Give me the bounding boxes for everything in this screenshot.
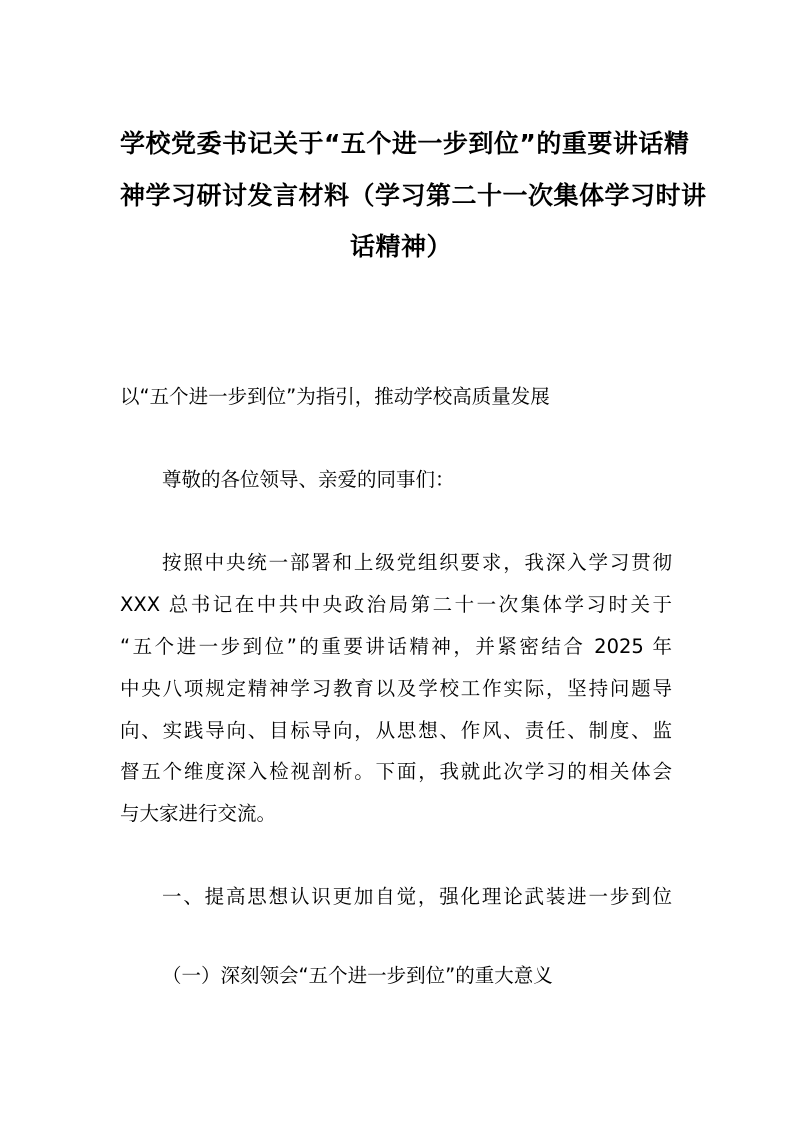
paragraph-line: XXX 总书记在中共中央政治局第二十一次集体学习时关于	[120, 593, 672, 616]
document-subtitle: 以“五个进一步到位”为指引，推动学校高质量发展	[120, 385, 550, 408]
paragraph-line: 按照中央统一部署和上级党组织要求，我深入学习贯彻	[162, 551, 672, 574]
document-title-line-2: 神学习研讨发言材料（学习第二十一次集体学习时讲	[120, 181, 707, 210]
document-title-line-1: 学校党委书记关于“五个进一步到位”的重要讲话精	[120, 129, 690, 158]
paragraph-line: 向、实践导向、目标导向，从思想、作风、责任、制度、监	[120, 719, 672, 742]
paragraph-line: 督五个维度深入检视剖析。下面，我就此次学习的相关体会	[120, 760, 672, 783]
paragraph-line: 与大家进行交流。	[120, 802, 277, 825]
paragraph-line: 中央八项规定精神学习教育以及学校工作实际，坚持问题导	[120, 677, 672, 700]
section-heading: 一、提高思想认识更加自觉，强化理论武装进一步到位	[162, 885, 672, 908]
subsection-heading: （一）深刻领会“五个进一步到位”的重大意义	[162, 964, 553, 987]
paragraph-line: “五个进一步到位”的重要讲话精神，并紧密结合 2025 年	[120, 635, 672, 658]
greeting: 尊敬的各位领导、亲爱的同事们：	[162, 468, 455, 491]
document-title-line-3: 话精神）	[350, 232, 453, 261]
